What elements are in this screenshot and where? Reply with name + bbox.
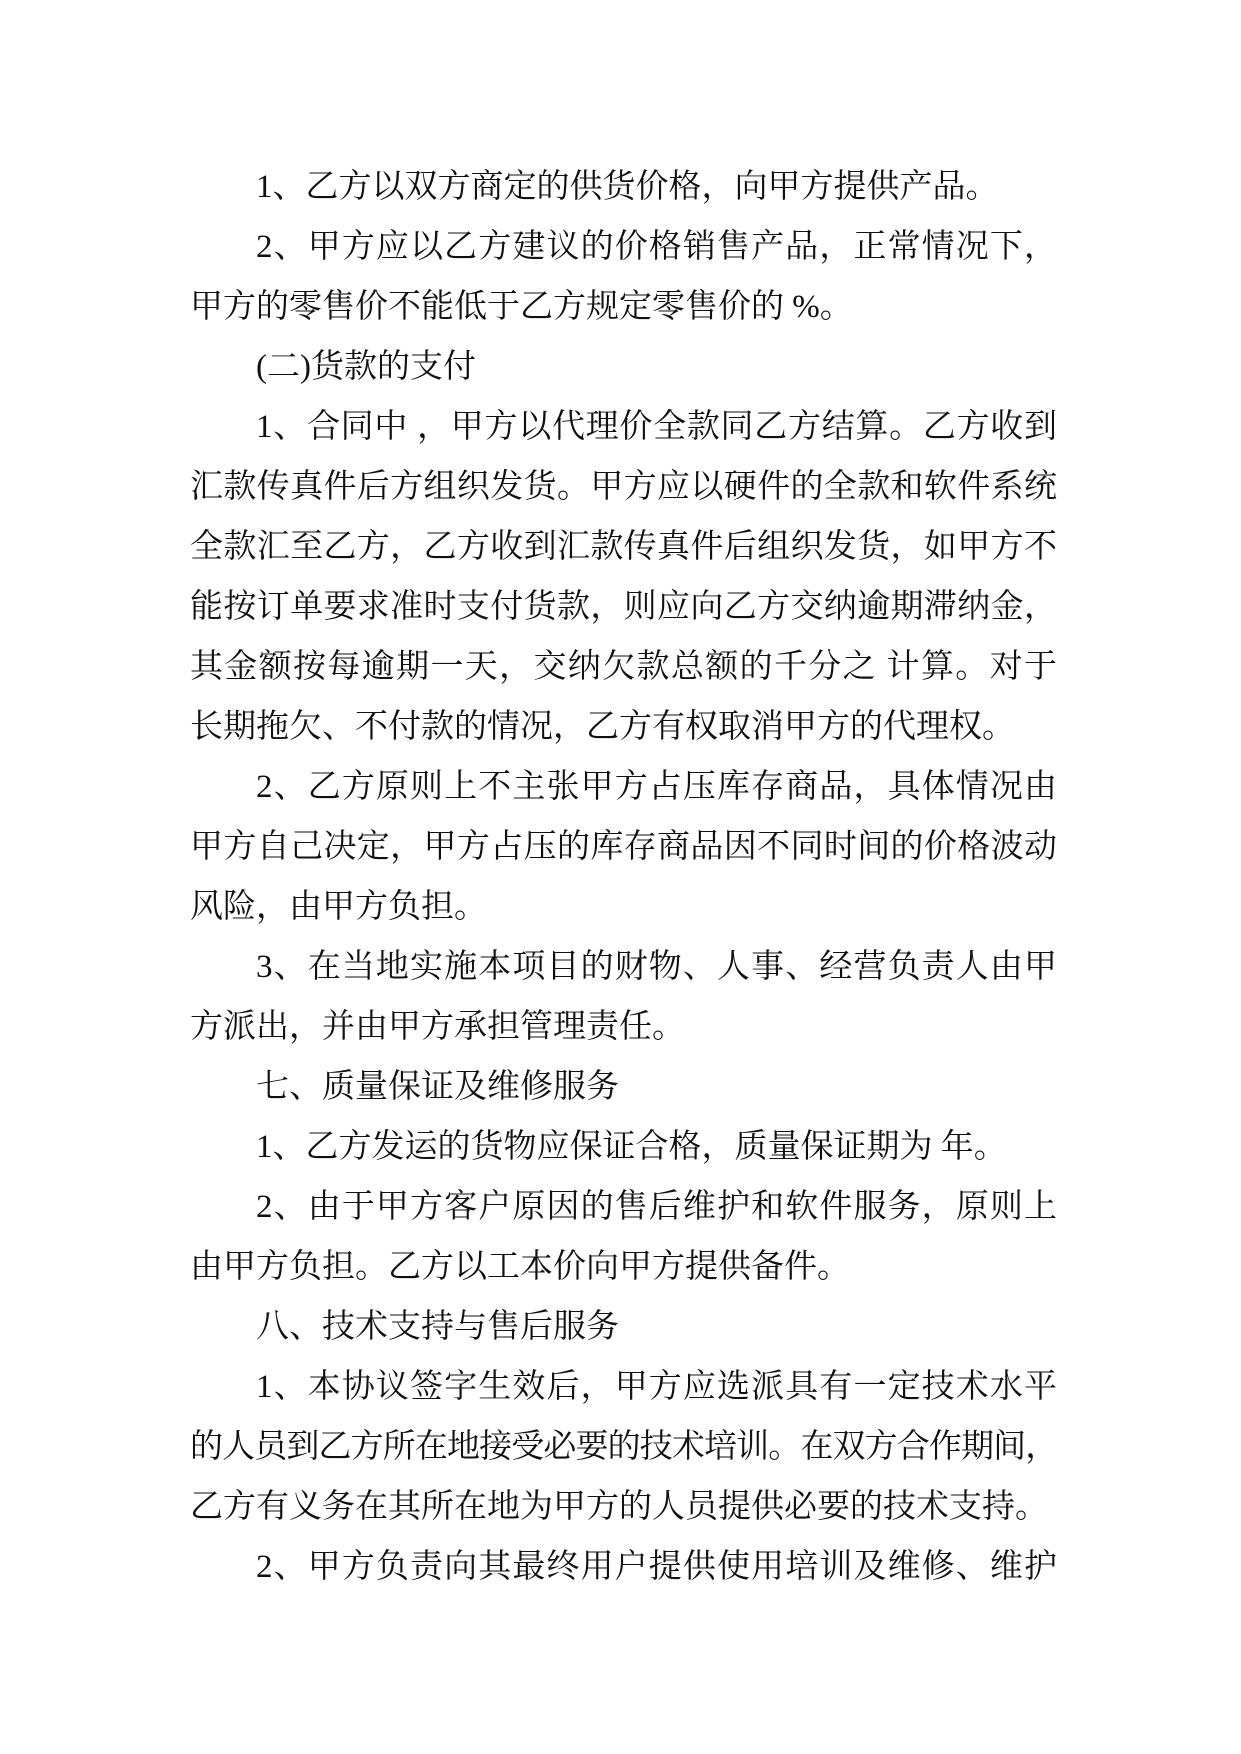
text-line: 2、甲方应以乙方建议的价格销售产品，正常情况下， xyxy=(256,229,1057,265)
clause-inventory xyxy=(190,757,1057,937)
clause-retail-price xyxy=(190,217,1057,337)
clause-technical-training xyxy=(190,1357,1057,1537)
clause-quality-warranty xyxy=(190,1117,1057,1177)
text-line: (二)货款的支付 xyxy=(256,349,476,385)
clause-payment-settlement xyxy=(190,397,1057,757)
text-line: 2、由于甲方客户原因的售后维护和软件服务，原则上 xyxy=(256,1189,1057,1225)
text-line: 甲方的零售价不能低于乙方规定零售价的 %。 xyxy=(190,289,853,325)
text-line: 全款汇至乙方，乙方收到汇款传真件后组织发货，如甲方不 xyxy=(190,529,1057,565)
clause-end-user-training xyxy=(190,1537,1057,1597)
text-line: 汇款传真件后方组织发货。甲方应以硬件的全款和软件系统 xyxy=(190,469,1057,505)
section-heading-quality xyxy=(190,1057,1057,1117)
text-line: 七、质量保证及维修服务 xyxy=(256,1069,619,1105)
text-line: 1、合同中 ，甲方以代理价全款同乙方结算。乙方收到 xyxy=(256,409,1057,445)
text-line: 1、本协议签字生效后，甲方应选派具有一定技术水平 xyxy=(256,1369,1057,1405)
text-line: 3、在当地实施本项目的财物、人事、经营负责人由甲 xyxy=(256,949,1057,985)
text-line: 的人员到乙方所在地接受必要的技术培训。在双方合作期间， xyxy=(190,1429,1057,1465)
text-line: 其金额按每逾期一天，交纳欠款总额的千分之 计算。对于 xyxy=(190,649,1057,685)
text-line: 由甲方负担。乙方以工本价向甲方提供备件。 xyxy=(190,1249,850,1285)
section-heading-tech-support xyxy=(190,1297,1057,1357)
text-line: 2、甲方负责向其最终用户提供使用培训及维修、维护 xyxy=(256,1549,1057,1585)
text-line: 八、技术支持与售后服务 xyxy=(256,1309,619,1345)
text-line: 方派出，并由甲方承担管理责任。 xyxy=(190,1009,685,1045)
text-line: 乙方有义务在其所在地为甲方的人员提供必要的技术支持。 xyxy=(190,1489,1048,1525)
text-line: 甲方自己决定，甲方占压的库存商品因不同时间的价格波动 xyxy=(190,829,1057,865)
text-line: 1、乙方发运的货物应保证合格，质量保证期为 年。 xyxy=(256,1129,1007,1165)
text-line: 风险，由甲方负担。 xyxy=(190,889,487,925)
text-line: 能按订单要求准时支付货款，则应向乙方交纳逾期滞纳金， xyxy=(190,589,1057,625)
clause-supply-price xyxy=(190,157,1057,217)
text-line: 2、乙方原则上不主张甲方占压库存商品，具体情况由 xyxy=(256,769,1057,805)
text-line: 1、乙方以双方商定的供货价格，向甲方提供产品。 xyxy=(256,169,999,205)
section-heading-payment xyxy=(190,337,1057,397)
clause-after-sales-maintenance xyxy=(190,1177,1057,1297)
document-body xyxy=(190,157,1057,1597)
text-line: 长期拖欠、不付款的情况，乙方有权取消甲方的代理权。 xyxy=(190,709,1015,745)
clause-local-management xyxy=(190,937,1057,1057)
